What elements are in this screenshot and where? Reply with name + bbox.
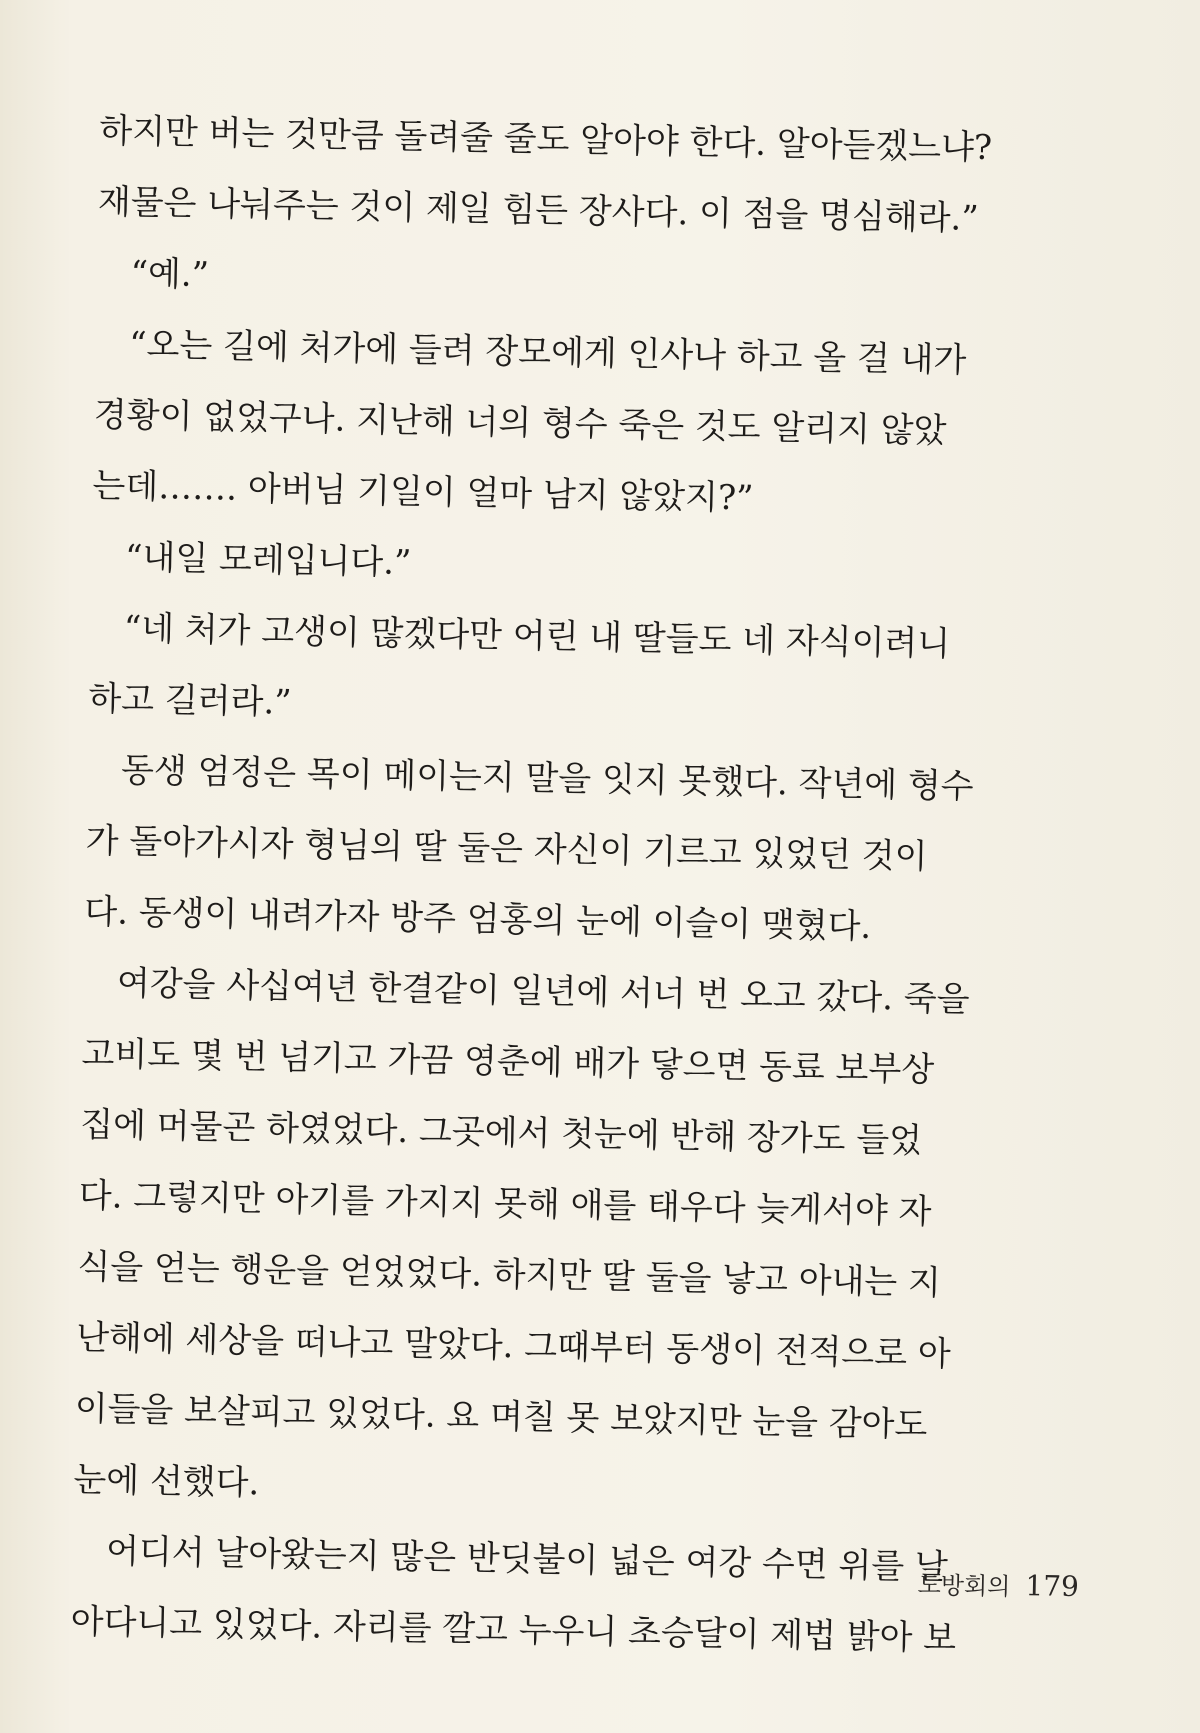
text-line-17: 식을 얻는 행운을 얻었었다. 하지만 딸 둘을 낳고 아내는 지 <box>77 1246 942 1304</box>
text-line-1: 하지만 버는 것만큼 돌려줄 줄도 알아야 한다. 알아듣겠느냐? <box>98 110 993 169</box>
text-line-21: 어디서 날아왔는지 많은 반딧불이 넓은 여강 수면 위를 날 <box>105 1531 949 1588</box>
text-line-15: 집에 머물곤 하였었다. 그곳에서 첫눈에 반해 장가도 들었 <box>79 1104 923 1161</box>
text-line-8: “네 처가 고생이 많겠다만 어린 내 딸들도 네 자식이려니 <box>123 608 951 665</box>
page-number: 179 <box>1025 1569 1080 1604</box>
text-line-11: 가 돌아가시자 형님의 딸 둘은 자신이 기르고 있었던 것이 <box>85 820 928 878</box>
chapter-title: 도방회의 <box>917 1570 1011 1601</box>
text-line-13: 여강을 사십여년 한결같이 일년에 서너 번 오고 갔다. 죽을 <box>116 963 970 1020</box>
text-line-4: “오는 길에 처가에 들려 장모에게 인사나 하고 올 걸 내가 <box>128 324 967 381</box>
text-line-10: 동생 엄정은 목이 메이는지 말을 잇지 못했다. 작년에 형수 <box>120 750 974 807</box>
text-line-14: 고비도 몇 번 넘기고 가끔 영춘에 배가 닿으면 동료 보부상 <box>81 1033 935 1091</box>
page-footer <box>917 1565 1098 1603</box>
text-line-16: 다. 그렇지만 아기를 가지지 못해 애를 태우다 늦게서야 자 <box>78 1175 932 1233</box>
text-line-9: 하고 길러라.” <box>88 678 292 723</box>
text-line-19: 이들을 보살피고 있었다. 요 며칠 못 보았지만 눈을 감아도 <box>74 1388 928 1446</box>
text-line-6: 는데……. 아버님 기일이 얼마 남지 않았지?” <box>92 465 754 519</box>
text-line-3: “예.” <box>130 253 210 296</box>
text-line-12: 다. 동생이 내려가자 방주 엄홍의 눈에 이슬이 맺혔다. <box>83 891 872 947</box>
text-line-2: 재물은 나눠주는 것이 제일 힘든 장사다. 이 점을 명심해라.” <box>97 181 980 239</box>
text-line-18: 난해에 세상을 떠나고 말았다. 그때부터 동생이 전적으로 아 <box>75 1317 952 1375</box>
text-line-5: 경황이 없었구나. 지난해 너의 형수 죽은 것도 알리지 않았 <box>93 394 947 452</box>
text-line-20: 눈에 선했다. <box>73 1459 260 1504</box>
body-text <box>70 96 1060 1676</box>
text-line-7: “내일 모레입니다.” <box>124 537 412 584</box>
text-line-22: 아다니고 있었다. 자리를 깔고 누우니 초승달이 제법 밝아 보 <box>70 1601 957 1659</box>
